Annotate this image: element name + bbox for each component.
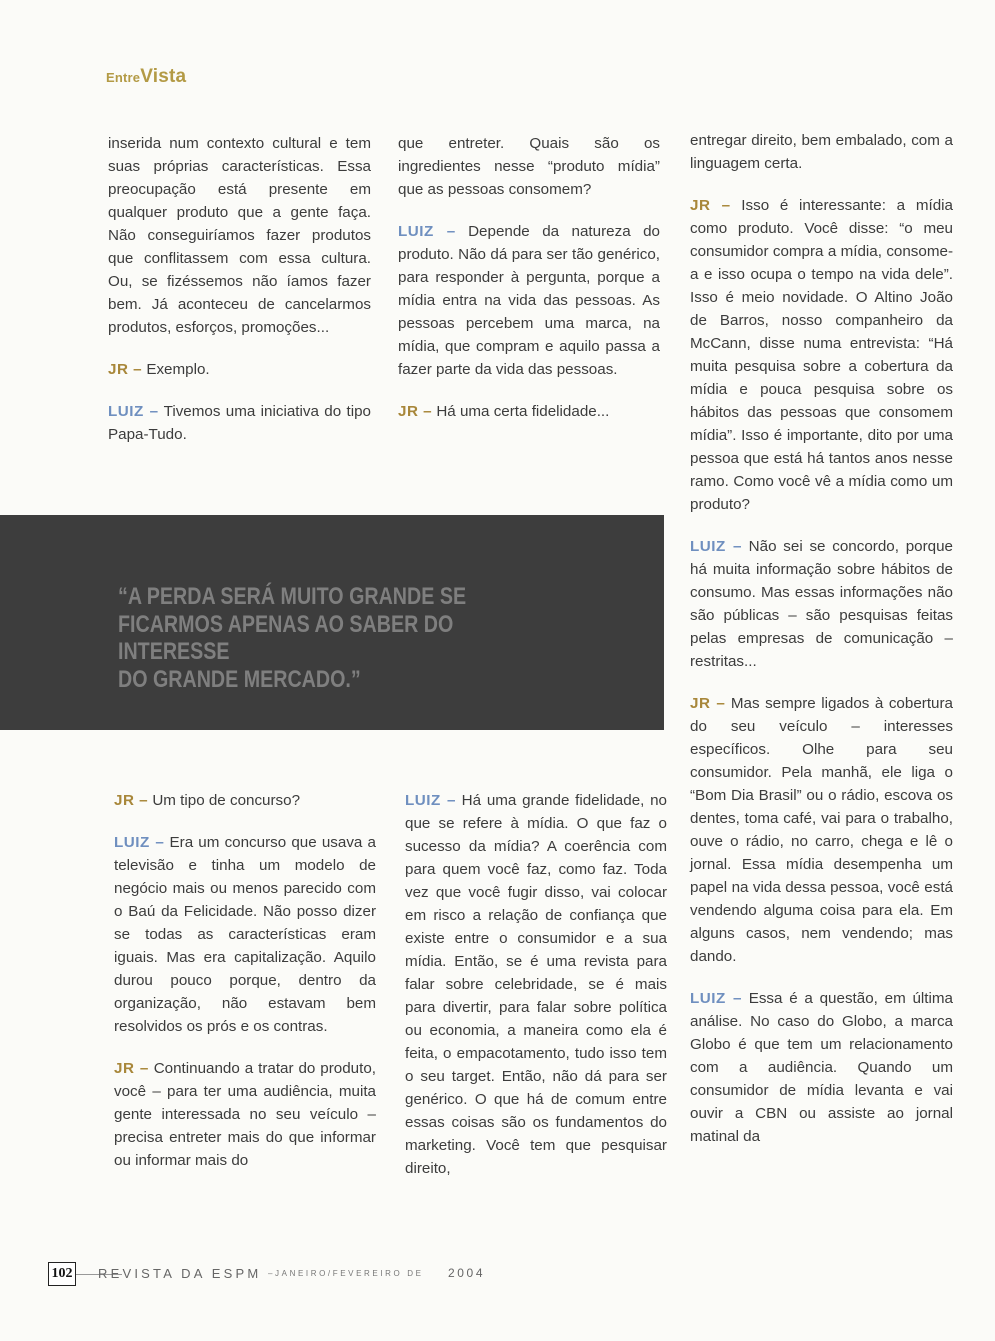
paragraph: [398, 220, 660, 381]
issue-year: 2004: [448, 1266, 486, 1280]
paragraph: [398, 132, 660, 201]
paragraph: [114, 789, 376, 812]
paragraph-text: Essa é a questão, em última análise. No caso do Globo, a marca Globo é que tem um relacionamento com a audiência. Quando um consumidor de mídia levanta e vai ouvir a CBN ou assiste ao jornal matinal da: [690, 990, 953, 1145]
speaker-label: LUIZ –: [690, 538, 742, 555]
pull-quote: “A PERDA SERÁ MUITO GRANDE SE FICARMOS APENAS AO SABER DO INTERESSE DO GRANDE MERCADO.”: [118, 583, 467, 693]
paragraph-text: Depende da natureza do produto. Não dá para ser tão genérico, para responder à pergunta, porque a mídia entra na vida das pessoas. As pessoas percebem uma marca, na mídia, que compram e aquilo passa a fazer parte da vida das pessoas.: [398, 223, 660, 378]
paragraph-text: Exemplo.: [142, 361, 210, 378]
paragraph: [398, 400, 660, 423]
paragraph: [114, 1057, 376, 1172]
paragraph: [690, 194, 953, 516]
paragraph-text: Não sei se concordo, porque há muita informação sobre hábitos de consumo. Mas essas informações não são públicas – são pesquisas feitas pelas empresas de comunicação – restritas...: [690, 538, 953, 670]
paragraph-text: inserida num contexto cultural e tem suas próprias características. Essa preocupação está presente em qualquer produto que a gente faça. Não conseguiríamos fazer produtos que conflitassem com essa cultura. Ou, se fizéssemos não íamos fazer bem. Já aconteceu de cancelarmos produtos, esforços, promoções...: [108, 135, 371, 336]
paragraph-text: Era um concurso que usava a televisão e tinha um modelo de negócio mais ou menos parecido com o Baú da Felicidade. Não posso dizer se todas as características eram iguais. Mas era capitalização. Aquilo durou pouco porque, dentro da organização, não estavam bem resolvidos os prós e os contras.: [114, 834, 376, 1035]
speaker-label: JR –: [108, 361, 143, 378]
section-tag-big: Vista: [140, 66, 187, 87]
column-5: [405, 789, 667, 1199]
speaker-label: JR –: [114, 1060, 149, 1077]
paragraph-text: Há uma grande fidelidade, no que se refere à mídia. O que faz o sucesso da mídia? A coerência com para quem você faz, como faz. Toda vez que você fugir disso, vai colocar em risco a relação de confiança que existe entre o consumidor e a sua mídia. Então, se é uma revista para falar sobre celebridade, se é mais para divertir, para falar sobre política ou economia, a maneira como ela é feita, o empacotamento, tudo isso tem o seu target. Então, não dá para ser genérico. O que há de comum entre essas coisas são os fundamentos do marketing. Você tem que pesquisar direito,: [405, 792, 667, 1177]
paragraph: [690, 535, 953, 673]
paragraph-text: Isso é interessante: a mídia como produto. Você disse: “o meu consumidor compra a mídia, consome-a e isso ocupa o tempo na vida dele”. Isso é meio novidade. O Altino João de Barros, nosso companheiro da McCann, disse numa entrevista: “Há muita pesquisa sobre a cobertura da mídia e pouca pesquisa sobre os hábitos das pessoas que consomem mídia”. Isso é importante, dito por uma pessoa que está há tantos anos nesse ramo. Como você vê a mídia como um produto?: [690, 197, 953, 513]
paragraph-text: Um tipo de concurso?: [148, 792, 301, 809]
speaker-label: LUIZ –: [398, 223, 456, 240]
speaker-label: JR –: [690, 695, 726, 712]
paragraph-text: Há uma certa fidelidade...: [432, 403, 610, 420]
paragraph-text: que entreter. Quais são os ingredientes nesse “produto mídia” que as pessoas consomem?: [398, 135, 660, 198]
paragraph: [108, 400, 371, 446]
paragraph-text: entregar direito, bem embalado, com a linguagem certa.: [690, 132, 953, 172]
page-number: 102: [48, 1262, 76, 1286]
speaker-label: JR –: [114, 792, 149, 809]
paragraph: [114, 831, 376, 1038]
speaker-label: LUIZ –: [405, 792, 456, 809]
speaker-label: JR –: [690, 197, 731, 214]
column-1: [108, 132, 371, 465]
page-footer: [48, 1262, 508, 1286]
paragraph-text: Tivemos uma iniciativa do tipo Papa-Tudo.: [108, 403, 371, 443]
column-2: [398, 132, 660, 442]
paragraph: [108, 132, 371, 339]
column-3: [690, 129, 953, 1167]
paragraph: [690, 129, 953, 175]
column-4: [114, 789, 376, 1191]
paragraph: [405, 789, 667, 1180]
section-tag: [106, 66, 186, 88]
speaker-label: LUIZ –: [108, 403, 159, 420]
speaker-label: LUIZ –: [114, 834, 165, 851]
paragraph: [108, 358, 371, 381]
paragraph-text: Continuando a tratar do produto, você – para ter uma audiência, muita gente interessada no seu veículo – precisa entreter mais do que informar ou informar mais do: [114, 1060, 376, 1169]
paragraph-text: Mas sempre ligados à cobertura do seu veículo – interesses específicos. Olhe para seu consumidor. Pela manhã, ele liga o “Bom Dia Brasil” ou o rádio, escova os dentes, toma café, vai para o trabalho, ouve o rádio, no carro, chega e lê o jornal. Essa mídia desempenha um papel na vida dessa pessoa, você está vendendo alguma coisa para ela. Em alguns casos, nem vendendo; mas dando.: [690, 695, 953, 965]
speaker-label: JR –: [398, 403, 433, 420]
magazine-name: REVISTA DA ESPM: [98, 1266, 262, 1281]
section-tag-small: Entre: [106, 70, 141, 85]
paragraph: [690, 692, 953, 968]
paragraph: [690, 987, 953, 1148]
speaker-label: LUIZ –: [690, 990, 742, 1007]
issue-date: –JANEIRO/FEVEREIRO DE: [268, 1269, 424, 1278]
